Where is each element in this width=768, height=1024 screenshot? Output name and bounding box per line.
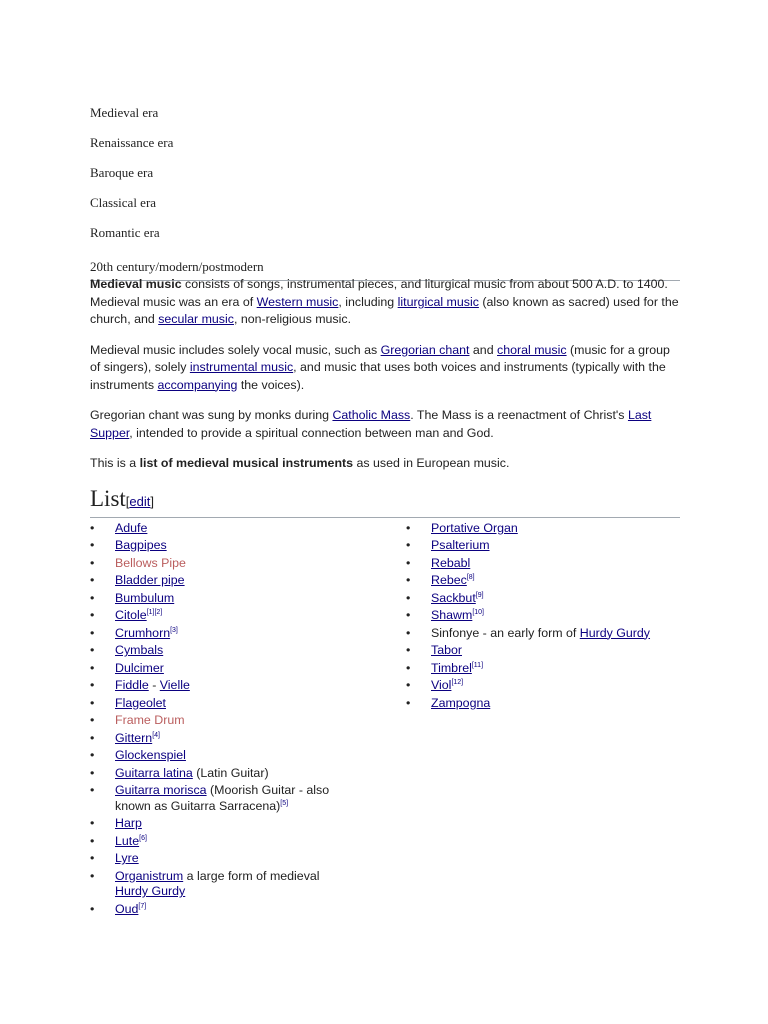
link-timbrel[interactable]: Timbrel — [431, 660, 472, 675]
list-item — [406, 696, 680, 714]
era-list — [90, 104, 680, 281]
text: , intended to provide a spiritual connection between man and God. — [129, 425, 494, 440]
citation — [138, 902, 146, 909]
list-item — [90, 608, 350, 626]
list-item — [406, 556, 680, 574]
list-item — [90, 783, 350, 816]
list-item — [406, 643, 680, 661]
link-lute[interactable]: Lute — [115, 833, 140, 848]
text: , including — [338, 294, 398, 309]
link-glockenspiel[interactable]: Glockenspiel — [115, 748, 186, 762]
note: a large form of medieval — [183, 868, 320, 883]
list-item — [90, 591, 350, 609]
era-medieval[interactable]: Medieval era — [90, 105, 159, 120]
link-cymbals[interactable]: Cymbals — [115, 643, 164, 657]
list-item — [406, 538, 680, 556]
intro-paragraph-2 — [90, 342, 680, 395]
citation-link[interactable]: [2] — [154, 608, 163, 616]
list-item — [90, 869, 350, 902]
link-crumhorn[interactable]: Crumhorn — [115, 625, 171, 640]
link-sackbut[interactable]: Sackbut — [431, 590, 476, 605]
section-title: List — [90, 485, 126, 511]
link-guitarra-morisca[interactable]: Guitarra morisca — [115, 783, 207, 797]
list-item — [90, 851, 350, 869]
link-bumbulum[interactable]: Bumbulum — [115, 590, 175, 605]
list-item — [90, 573, 350, 591]
text: , non-religious music. — [233, 312, 352, 326]
link-oud[interactable]: Oud — [115, 901, 139, 916]
citation — [476, 591, 484, 598]
link-adufe[interactable]: Adufe — [115, 520, 148, 535]
link-western-music[interactable]: Western music — [256, 294, 339, 309]
citation-link[interactable]: [12] — [451, 678, 464, 686]
link-portative-organ[interactable]: Portative Organ — [431, 520, 518, 535]
list-item — [406, 661, 680, 679]
list-item — [406, 591, 680, 609]
text: as used in European music. — [353, 456, 510, 470]
list-item — [90, 661, 350, 679]
note: (Latin Guitar) — [192, 765, 269, 780]
text: . The Mass is a reenactment of Christ's — [410, 408, 628, 422]
text: and — [469, 342, 498, 357]
link-rebabl[interactable]: Rebabl — [431, 555, 471, 570]
intro-paragraph-4 — [90, 455, 680, 473]
link-organistrum[interactable]: Organistrum — [115, 868, 184, 883]
edit-section — [126, 494, 154, 509]
text: (music for a group of singers), solely — [90, 342, 670, 374]
era-classical[interactable]: Classical era — [90, 195, 157, 210]
link-choral-music[interactable]: choral music — [497, 342, 567, 357]
link-vielle[interactable]: Vielle — [159, 678, 190, 692]
link-flageolet[interactable]: Flageolet — [115, 695, 166, 710]
citation — [170, 626, 178, 633]
instrument-list-right — [406, 521, 680, 714]
citation-link[interactable]: [7] — [138, 902, 147, 910]
text: the voices). — [237, 377, 305, 392]
citation — [280, 799, 288, 806]
list-item — [406, 521, 680, 539]
citation — [472, 661, 483, 668]
bracket: [ — [125, 493, 130, 509]
citation — [472, 609, 484, 616]
link-bellows-pipe[interactable]: Bellows Pipe — [115, 555, 186, 570]
citation — [147, 609, 163, 616]
citation-link[interactable]: [8] — [466, 573, 475, 581]
link-gittern[interactable]: Gittern — [115, 730, 153, 745]
link-accompanying[interactable]: accompanying — [157, 377, 238, 392]
citation — [467, 574, 475, 581]
citation — [139, 834, 147, 841]
list-item — [90, 521, 350, 539]
citation — [451, 679, 463, 686]
link-zampogna[interactable]: Zampogna — [431, 695, 491, 710]
list-item — [90, 748, 350, 766]
instrument-list-left — [90, 521, 350, 920]
list-item — [90, 816, 350, 834]
citation-link[interactable]: [10] — [472, 608, 485, 616]
era-baroque[interactable]: Baroque era — [90, 165, 154, 180]
separator: - — [148, 678, 160, 692]
link-citole[interactable]: Citole — [115, 608, 147, 622]
citation-link[interactable]: [9] — [475, 591, 484, 599]
list-item — [90, 538, 350, 556]
article-body — [90, 276, 680, 916]
link-hurdy-gurdy[interactable]: Hurdy Gurdy — [115, 884, 186, 898]
list-item — [90, 766, 350, 784]
link-secular-music[interactable]: secular music — [158, 312, 234, 326]
citation-link[interactable]: [1] — [146, 608, 155, 616]
list-item — [90, 731, 350, 749]
link-dulcimer[interactable]: Dulcimer — [115, 660, 164, 675]
text: , and music that uses both voices and instruments (typically with the instruments — [90, 360, 666, 392]
link-fiddle[interactable]: Fiddle — [115, 678, 149, 692]
text: Gregorian chant was sung by monks during — [90, 408, 333, 422]
list-item — [406, 626, 680, 644]
list-item — [90, 713, 350, 731]
link-viol[interactable]: Viol — [431, 678, 452, 692]
bold-term: Medieval music — [90, 277, 182, 291]
citation-link[interactable]: [11] — [471, 661, 484, 669]
link-harp[interactable]: Harp — [115, 816, 142, 830]
list-item — [90, 556, 350, 574]
link-rebec[interactable]: Rebec — [431, 573, 467, 587]
link-gregorian-chant[interactable]: Gregorian chant — [380, 342, 470, 357]
link-shawm[interactable]: Shawm — [431, 608, 473, 622]
link-tabor[interactable]: Tabor — [431, 643, 462, 657]
link-instrumental-music[interactable]: instrumental music — [189, 360, 294, 374]
bold-term: list of medieval musical instruments — [139, 456, 354, 470]
era-renaissance[interactable]: Renaissance era — [90, 135, 174, 150]
intro-paragraph-1 — [90, 276, 680, 329]
link-guitarra-latina[interactable]: Guitarra latina — [115, 765, 193, 780]
citation-link[interactable]: [5] — [280, 799, 289, 807]
link-psalterium[interactable]: Psalterium — [431, 538, 490, 552]
list-item — [406, 608, 680, 626]
list-item — [90, 834, 350, 852]
list-item — [90, 626, 350, 644]
note: (Moorish Guitar - also known as Guitarra Sarracena) — [115, 783, 330, 813]
era-romantic[interactable]: Romantic era — [90, 225, 160, 240]
citation — [152, 731, 160, 738]
link-lyre[interactable]: Lyre — [115, 851, 139, 865]
text: This is a — [90, 456, 140, 470]
section-heading-list — [90, 486, 680, 518]
list-item — [90, 902, 350, 920]
era-20th-century[interactable]: 20th century/modern/postmodern — [90, 254, 680, 281]
citation-link[interactable]: [4] — [152, 731, 160, 739]
link-last-supper[interactable]: Last Supper — [90, 408, 652, 440]
list-item — [90, 678, 350, 696]
list-item — [90, 643, 350, 661]
text: consists of songs, instrumental pieces, and liturgical music from about 500 A.D. to 1400. Medieval music was an era of — [90, 277, 668, 309]
citation-link[interactable]: [3] — [170, 626, 178, 634]
link-bagpipes[interactable]: Bagpipes — [115, 538, 167, 552]
text: Sinfonye - an early form of — [431, 625, 580, 640]
link-hurdy-gurdy[interactable]: Hurdy Gurdy — [579, 625, 651, 640]
link-bladder-pipe[interactable]: Bladder pipe — [115, 573, 185, 587]
list-item — [90, 696, 350, 714]
list-item — [406, 678, 680, 696]
link-frame-drum[interactable]: Frame Drum — [115, 713, 185, 727]
list-item — [406, 573, 680, 591]
bracket: ] — [150, 493, 154, 509]
text: (also known as sacred) used for the church, and — [90, 294, 679, 326]
intro-paragraph-3 — [90, 407, 680, 442]
link-liturgical-music[interactable]: liturgical music — [397, 294, 479, 309]
citation-link[interactable]: [6] — [139, 834, 147, 842]
text: Medieval music includes solely vocal music, such as — [90, 342, 381, 357]
edit-link[interactable]: edit — [129, 493, 151, 509]
link-catholic-mass[interactable]: Catholic Mass — [332, 408, 411, 422]
